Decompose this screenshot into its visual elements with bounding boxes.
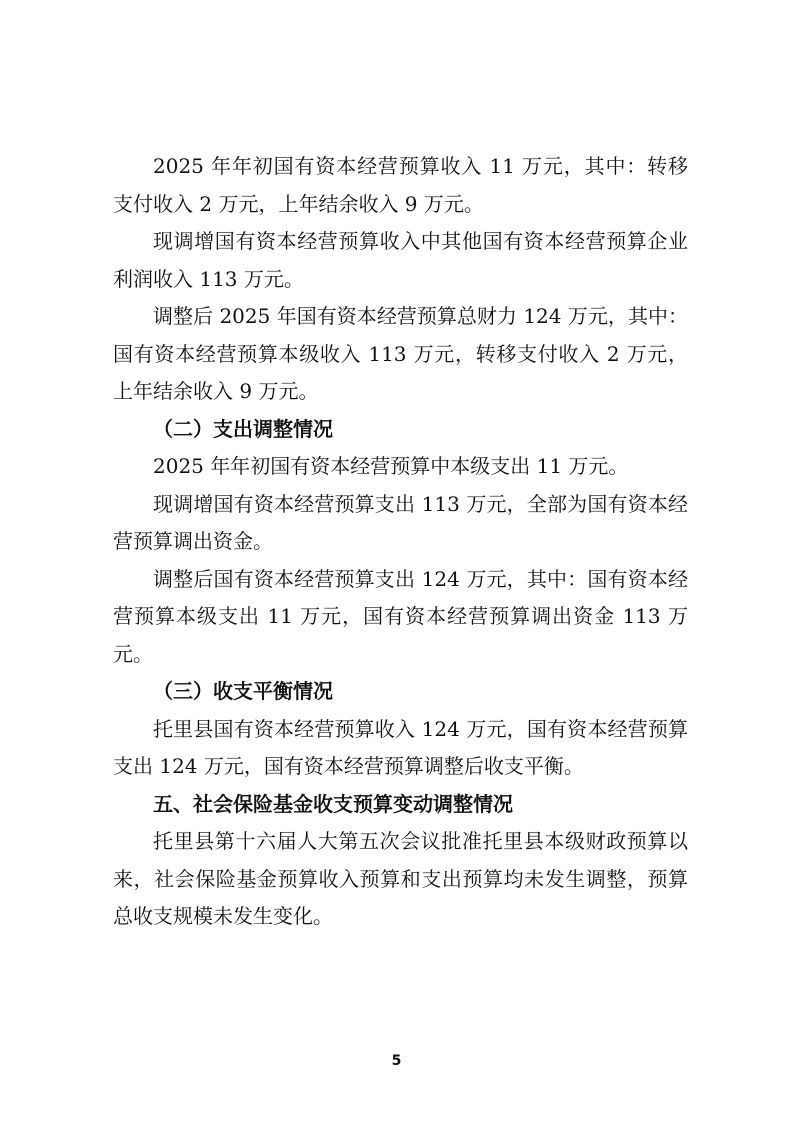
document-body: [113, 148, 688, 936]
paragraph-expenditure-increase: 现调增国有资本经营预算支出 113 万元，全部为国有资本经营预算调出资金。: [113, 491, 688, 553]
paragraph-revenue-initial: 2025 年年初国有资本经营预算收入 11 万元，其中：转移支付收入 2 万元，上年结余收入 9 万元。: [113, 154, 688, 216]
paragraph-balance: 托里县国有资本经营预算收入 124 万元，国有资本经营预算支出 124 万元，国有资本经营预算调整后收支平衡。: [113, 716, 688, 778]
paragraph-expenditure-initial: 2025 年年初国有资本经营预算中本级支出 11 万元。: [153, 454, 629, 478]
section-heading-expenditure: （二）支出调整情况: [153, 416, 333, 441]
paragraph-revenue-increase: 现调增国有资本经营预算收入中其他国有资本经营预算企业利润收入 113 万元。: [113, 229, 688, 291]
paragraph-revenue-adjusted: 调整后 2025 年国有资本经营预算总财力 124 万元，其中：国有资本经营预算本级收入 113 万元，转移支付收入 2 万元，上年结余收入 9 万元。: [113, 304, 688, 403]
section-heading-balance: （三）收支平衡情况: [153, 679, 333, 703]
paragraph-expenditure-adjusted: 调整后国有资本经营预算支出 124 万元，其中：国有资本经营预算本级支出 11 万元，国有资本经营预算调出资金 113 万元。: [113, 566, 688, 666]
page-number: 5: [391, 1053, 402, 1069]
paragraph-social-insurance: 托里县第十六届人大第五次会议批准托里县本级财政预算以来，社会保险基金预算收入预算和支出预算均未发生调整，预算总收支规模未发生变化。: [113, 829, 688, 928]
section-heading-social-insurance: 五、社会保险基金收支预算变动调整情况: [153, 791, 513, 816]
